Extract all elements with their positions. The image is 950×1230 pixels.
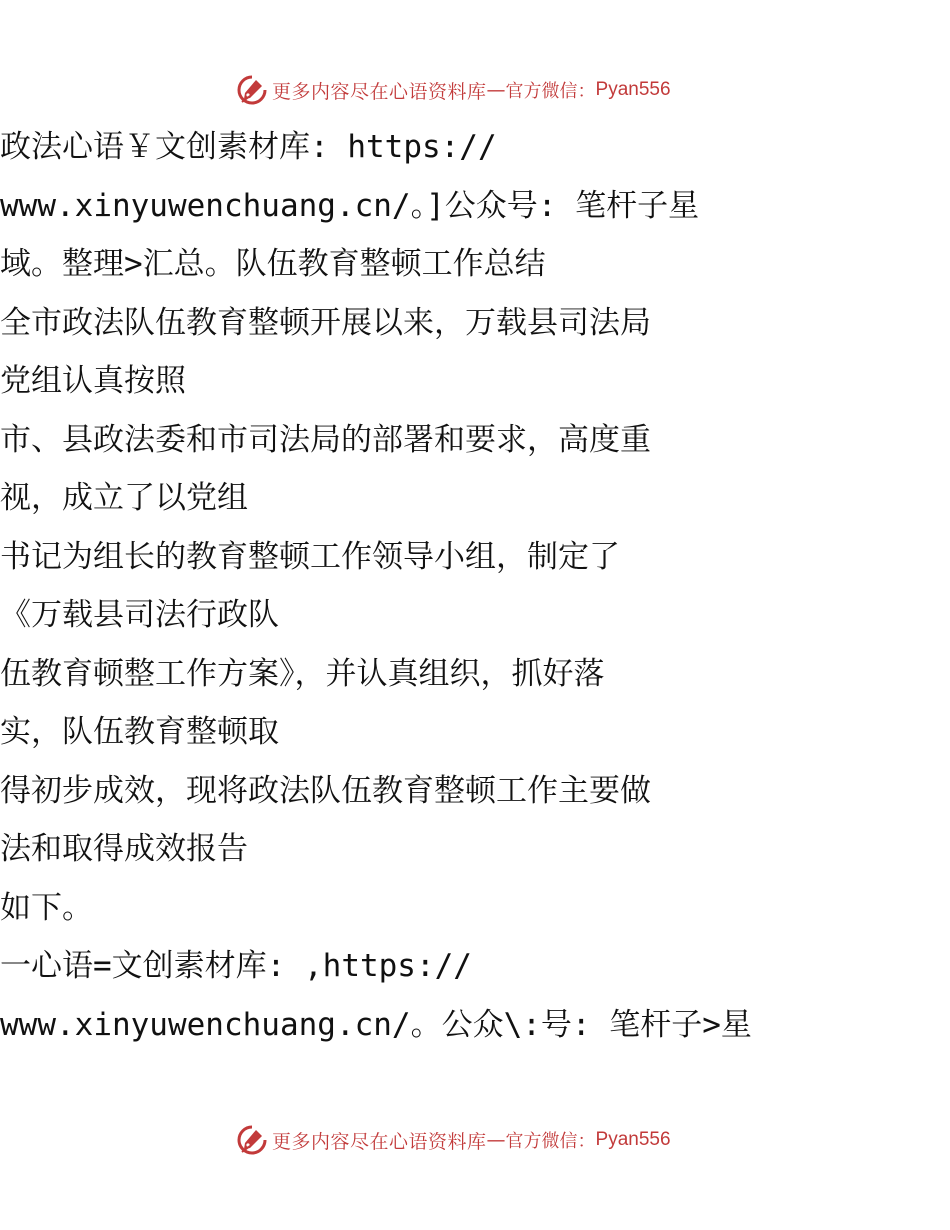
header-banner — [236, 73, 716, 107]
banner-wechat-label: 官方微信： — [505, 81, 596, 102]
body-line: 视，成立了以党组 — [0, 480, 248, 516]
body-line: 法和取得成效报告 — [0, 831, 248, 867]
body-line: 得初步成效，现将政法队伍教育整顿工作主要做 — [0, 773, 651, 809]
banner-wechat-label: 官方微信： — [505, 1131, 596, 1152]
body-line: www.xinyuwenchuang.cn/。公众\:号: 笔杆子>星 — [0, 1007, 752, 1043]
body-line: 政法心语￥文创素材库: https:// — [0, 129, 497, 165]
body-line: 一心语=文创素材库: ,https:// — [0, 948, 472, 984]
banner-wechat-id: Pyan556 — [595, 1129, 671, 1150]
body-line: 如下。 — [0, 890, 93, 926]
pen-logo-icon — [236, 74, 268, 106]
banner-title: 更多内容尽在心语资料库 — [272, 80, 487, 103]
body-line: 伍教育顿整工作方案》，并认真组织，抓好落 — [0, 656, 605, 692]
banner-title: 更多内容尽在心语资料库 — [272, 1130, 487, 1153]
body-line: 实，队伍教育整顿取 — [0, 714, 279, 750]
body-line: 全市政法队伍教育整顿开展以来，万载县司法局 — [0, 305, 651, 341]
banner-separator: — — [486, 1129, 506, 1151]
body-line: 域。整理>汇总。队伍教育整顿工作总结 — [0, 246, 546, 282]
banner-wechat-id: Pyan556 — [595, 79, 671, 100]
pen-logo-icon — [236, 1124, 268, 1156]
body-line: www.xinyuwenchuang.cn/。]公众号: 笔杆子星 — [0, 188, 700, 224]
body-line: 党组认真按照 — [0, 363, 186, 399]
banner-separator: — — [486, 79, 506, 101]
body-line: 《万载县司法行政队 — [0, 597, 279, 633]
footer-banner — [236, 1123, 716, 1157]
body-line: 书记为组长的教育整顿工作领导小组，制定了 — [0, 539, 620, 575]
body-line: 市、县政法委和市司法局的部署和要求，高度重 — [0, 422, 651, 458]
